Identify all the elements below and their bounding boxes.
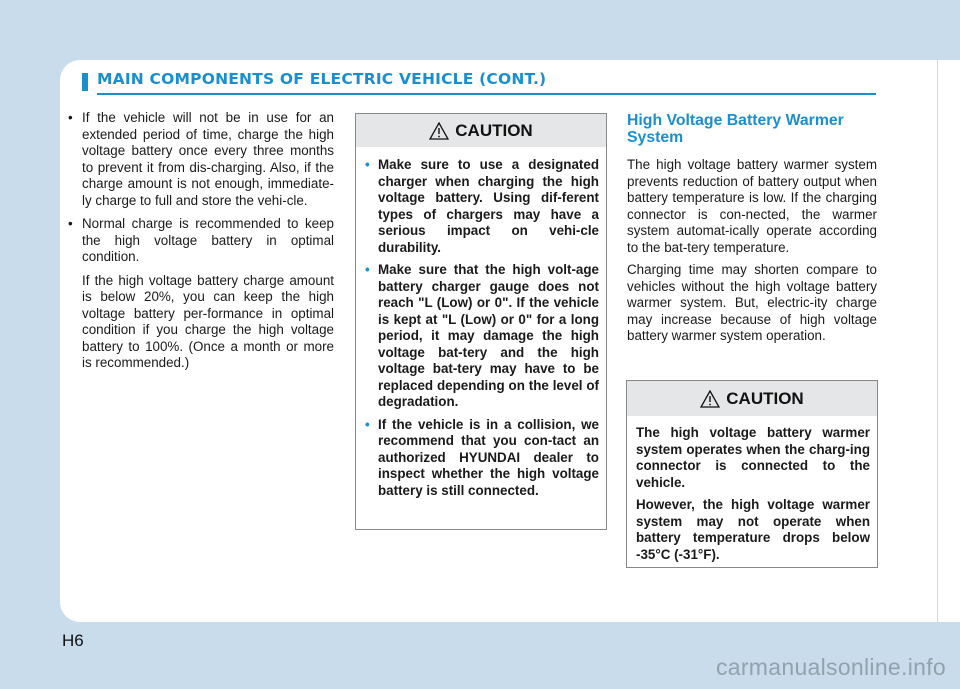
caution-body — [627, 416, 877, 571]
caution-item — [365, 417, 599, 500]
caution-header — [627, 381, 877, 416]
body-paragraph: If the high voltage battery charge amount is below 20%, you can keep the high voltage battery per-formance in optimal condition if you charge the high voltage battery to 100%. (Once a month or more is recommended.) — [82, 272, 334, 370]
page-number: H6 — [62, 631, 84, 650]
caution-paragraph: The high voltage battery warmer system operates when the charg-ing connector is connected to the vehicle. — [636, 425, 870, 490]
caution-heading: CAUTION — [455, 120, 533, 140]
header-accent-bar — [82, 73, 88, 91]
caution-heading: CAUTION — [726, 388, 804, 408]
body-paragraph: Charging time may shorten compare to vehicles without the high voltage battery warmer system. But, electric-ity charge may increase because of high voltage battery warmer system operation. — [627, 262, 877, 343]
header-underline — [97, 93, 876, 95]
bullet-item — [62, 216, 334, 266]
bullet-symbol: • — [68, 216, 73, 231]
section-header-title: MAIN COMPONENTS OF ELECTRIC VEHICLE (CONT.) — [97, 70, 547, 88]
section-title: High Voltage Battery Warmer System — [627, 112, 844, 146]
bullet-dot-icon: • — [365, 157, 370, 172]
caution-paragraph: However, the high voltage warmer system may not operate when battery temperature drops below -35°C (-31°F). — [636, 497, 870, 562]
bullet-dot-icon: • — [365, 262, 370, 277]
watermark: carmanualsonline.info — [715, 654, 946, 680]
caution-body — [356, 147, 606, 513]
caution-header — [356, 114, 606, 147]
caution-item-text: Make sure to use a designated charger when charging the high voltage battery. Using dif-ferent types of chargers may have a serious impact on vehi-cle durability. — [378, 157, 599, 255]
caution-item-text: Make sure that the high volt-age battery charger gauge does not reach "L (Low) or 0". If the vehicle is kept at "L (Low) or 0" for a long period, it may damage the high voltage bat-tery and the high voltage bat-tery may have to be replaced depending on the level of degradation. — [378, 262, 599, 409]
bullet-symbol: • — [68, 110, 73, 125]
body-paragraph: The high voltage battery warmer system prevents reduction of battery output when battery temperature is low. If the charging connector is con-nected, the warmer system automat-ically operate according to the bat-tery temperature. — [627, 157, 877, 255]
bullet-item — [62, 110, 334, 209]
warning-triangle-icon — [429, 122, 449, 140]
caution-box-warmer — [626, 380, 878, 568]
bullet-dot-icon: • — [365, 416, 370, 432]
page-edge-rule — [937, 60, 938, 622]
left-column — [62, 110, 334, 372]
caution-item — [365, 157, 599, 256]
right-column — [627, 112, 877, 351]
bullet-text: Normal charge is recommended to keep the high voltage battery in optimal condition. — [82, 216, 334, 264]
caution-item-text: If the vehicle is in a collision, we recommend that you con-tact an authorized HYUNDAI dealer to inspect whether the high voltage battery is still connected. — [378, 416, 599, 498]
bullet-text: If the vehicle will not be in use for an extended period of time, charge the high voltage battery once every three months to prevent it from dis-charging. Also, if the charge amount is not enough, immediate-ly charge to full and store the vehi-cle. — [82, 110, 334, 208]
warning-triangle-icon — [700, 390, 720, 408]
caution-box-charger — [355, 113, 607, 530]
caution-item — [365, 262, 599, 411]
